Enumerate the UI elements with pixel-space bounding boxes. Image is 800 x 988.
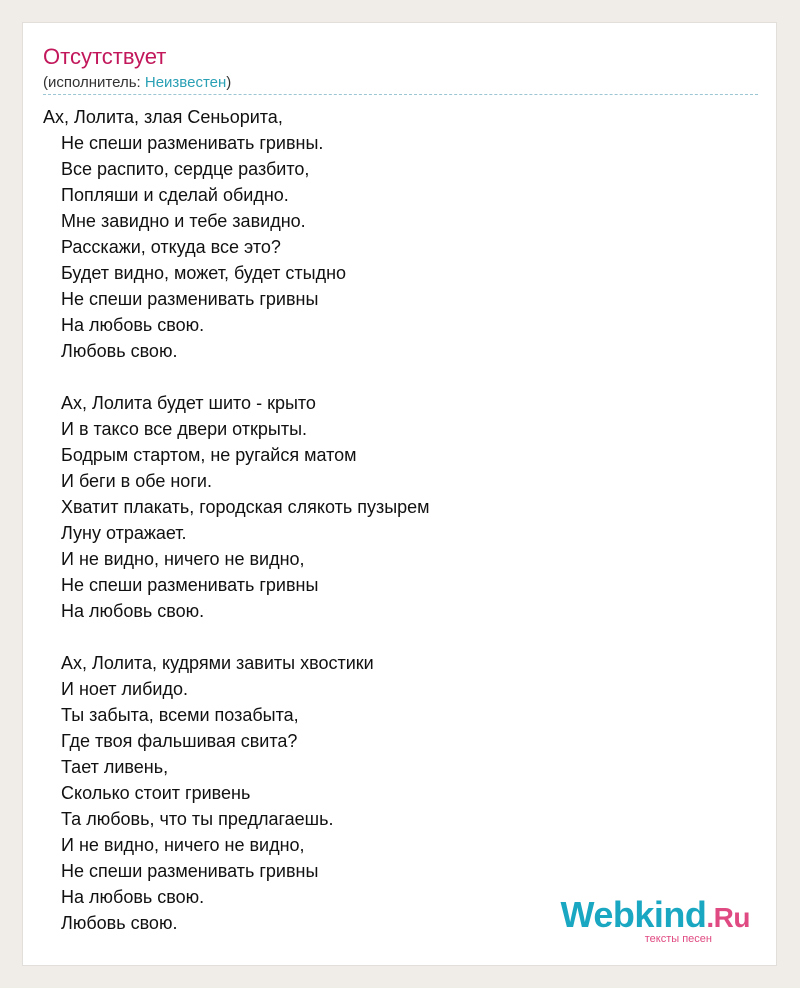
verse-gap	[43, 364, 758, 390]
artist-prefix: (исполнитель:	[43, 74, 145, 91]
lyric-line: Не спеши разменивать гривны	[61, 289, 319, 309]
lyric-line: Ты забыта, всеми позабыта,	[61, 705, 299, 725]
artist-link[interactable]: Неизвестен	[144, 74, 227, 91]
lyric-line: Хватит плакать, городская слякоть пузырем	[61, 497, 430, 517]
lyric-line: Ах, Лолита будет шито - крыто	[61, 393, 316, 413]
lyric-line: Тает ливень,	[61, 757, 169, 777]
lyric-line: Где твоя фальшивая свита?	[61, 731, 298, 751]
lyric-line: Расскажи, откуда все это?	[61, 237, 281, 257]
logo-tagline: тексты песен	[644, 933, 712, 945]
lyric-line: И не видно, ничего не видно,	[61, 835, 305, 855]
lyric-line: И не видно, ничего не видно,	[61, 549, 305, 569]
lyric-line: Попляши и сделай обидно.	[61, 185, 289, 205]
lyric-line: На любовь свою.	[61, 315, 205, 335]
lyric-line: Та любовь, что ты предлагаешь.	[61, 809, 334, 829]
lyric-line: На любовь свою.	[61, 887, 205, 907]
lyric-line: Не спеши разменивать гривны	[61, 861, 319, 881]
lyric-line: Ах, Лолита, злая Сеньорита,	[43, 107, 283, 127]
lyric-line: Все распито, сердце разбито,	[61, 159, 310, 179]
lyric-line: И в таксо все двери открыты.	[61, 419, 308, 439]
lyric-line: Луну отражает.	[61, 523, 187, 543]
artist-suffix: )	[226, 74, 232, 91]
song-title: Отсутствует	[43, 44, 167, 69]
lyrics-body	[43, 104, 758, 936]
lyric-line: Бодрым стартом, не ругайся матом	[61, 445, 357, 465]
lyric-line: Сколько стоит гривень	[61, 783, 251, 803]
site-logo[interactable]	[560, 894, 750, 945]
lyric-line: На любовь свою.	[61, 601, 205, 621]
lyric-line: И беги в обе ноги.	[61, 471, 212, 491]
artist-line	[43, 73, 231, 93]
lyrics-card	[22, 22, 777, 966]
lyric-line: Не спеши разменивать гривны	[61, 575, 319, 595]
lyric-line: Ах, Лолита, кудрями завиты хвостики	[61, 653, 374, 673]
lyric-line: Мне завидно и тебе завидно.	[61, 211, 306, 231]
lyric-line: Не спеши разменивать гривны.	[61, 133, 324, 153]
lyric-line: Будет видно, может, будет стыдно	[61, 263, 347, 283]
logo-mark	[560, 894, 750, 935]
logo-domain: .Ru	[706, 902, 750, 933]
title-divider	[43, 94, 758, 95]
logo-word: Webkind	[560, 894, 707, 935]
lyric-line: Любовь свою.	[61, 913, 178, 933]
lyric-line: Любовь свою.	[61, 341, 178, 361]
verse-gap	[43, 624, 758, 650]
lyric-line: И ноет либидо.	[61, 679, 188, 699]
